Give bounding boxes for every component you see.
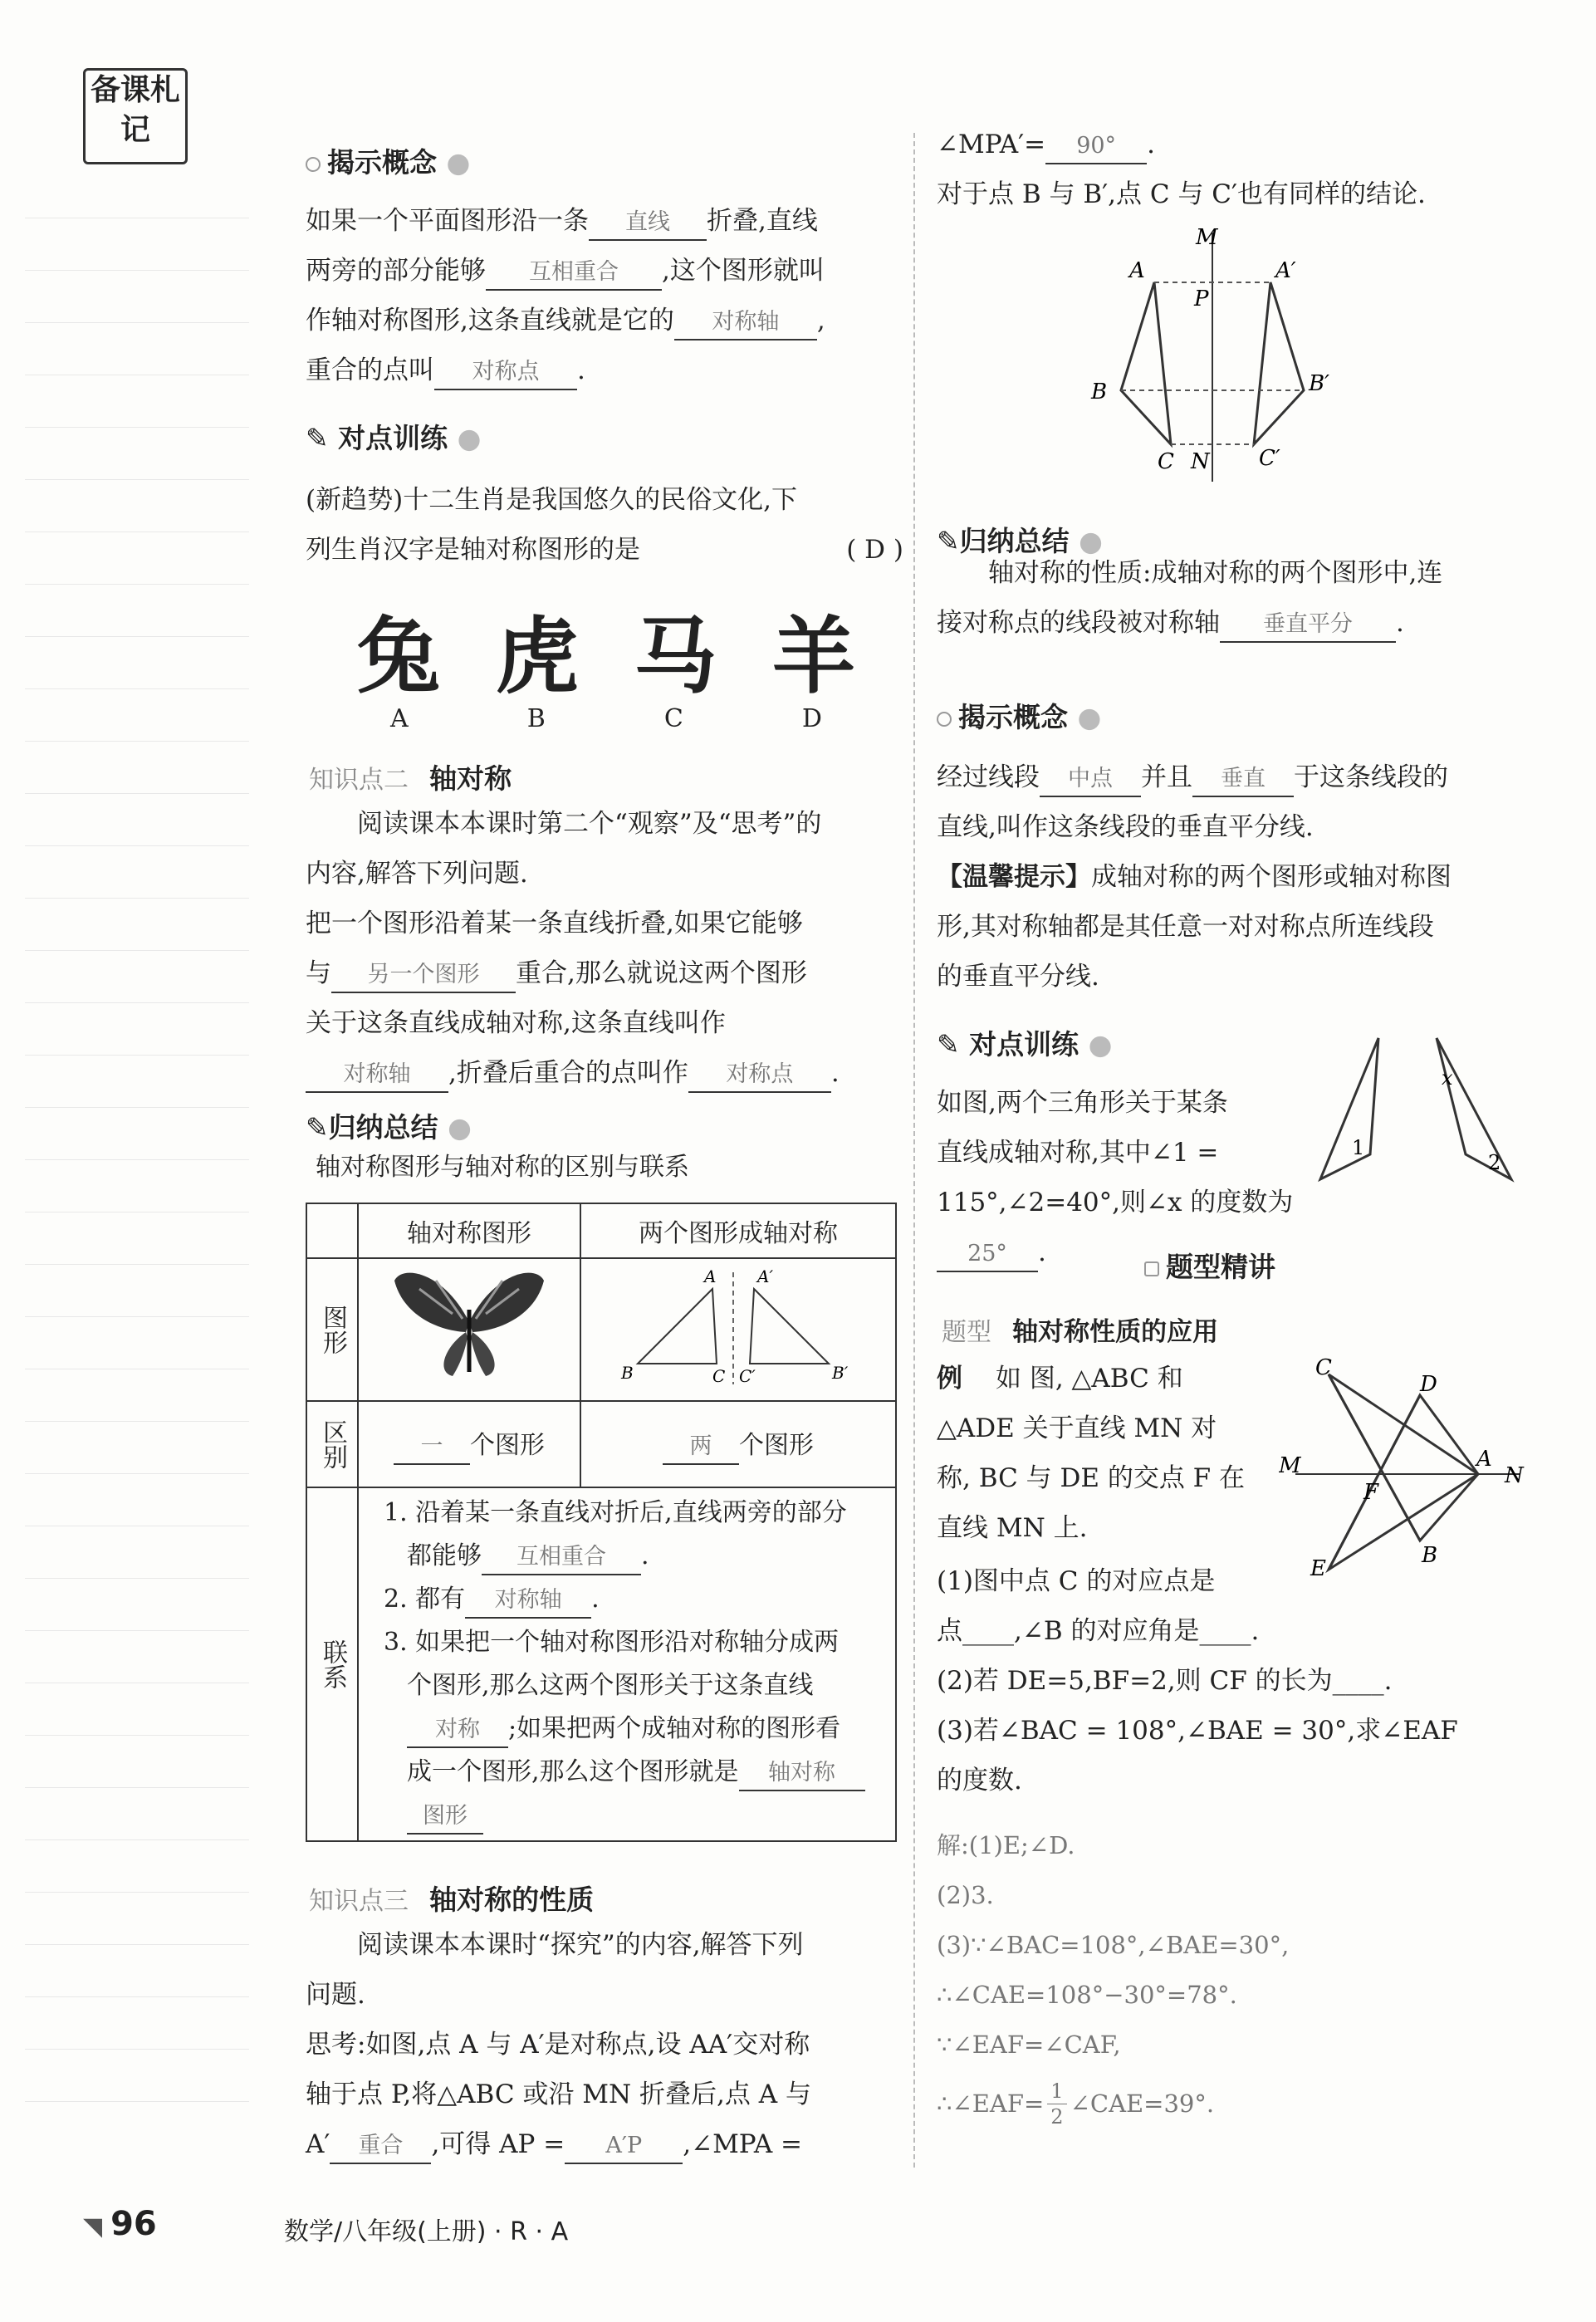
row-label-figure: 图形 <box>306 1258 358 1401</box>
char-sheep: 羊 <box>771 608 855 705</box>
bullet-icon <box>306 157 321 172</box>
link-cell: 1. 沿着某一条直线对折后,直线两旁的部分 都能够 互相重合 . 2. 都有 对称轴 . 3. 如果把一个轴对称图形沿对称轴分成两 个图形,那么这两个图形关于这条直线 对称 ;如果把两个成轴对称的图形看 成一个图形,那么这个图形就是 轴对称 图形 <box>358 1487 896 1841</box>
page-number: ◥ 96 <box>83 2205 157 2243</box>
bullet-icon <box>937 712 952 727</box>
svg-text:F: F <box>1363 1480 1379 1505</box>
right-continuation: ∠MPA′= 90° . 对于点 B 与 B′,点 C 与 C′也有同样的结论. <box>937 130 1426 209</box>
svg-text:C′: C′ <box>739 1366 756 1386</box>
svg-text:A: A <box>1129 258 1145 283</box>
row-label-diff: 区别 <box>306 1401 358 1487</box>
char-tiger: 虎 <box>495 608 579 705</box>
svg-text:N: N <box>1505 1463 1524 1488</box>
svg-text:C′: C′ <box>1259 446 1280 471</box>
concept1-header: 揭示概念 ● <box>306 141 473 180</box>
svg-text:2: 2 <box>1488 1151 1501 1174</box>
svg-text:C: C <box>712 1366 726 1386</box>
svg-text:C: C <box>1158 449 1174 474</box>
svg-text:B′: B′ <box>832 1363 849 1383</box>
column-divider <box>913 133 915 2168</box>
svg-text:P: P <box>1194 287 1209 311</box>
kp2-body: 阅读课本本课时第二个“观察”及“思考”的 内容,解答下列问题. 把一个图形沿着某一条直线折叠,如果它能够 与 另一个图形 重合,那么就说这两个图形 关于这条直线成轴对称,这条直线叫作 对称轴 ,折叠后重合的点叫作 对称点 . <box>306 799 903 1098</box>
pencil-icon: ✎ <box>306 422 329 454</box>
concept2-header: 揭示概念 ● <box>937 696 1104 735</box>
summary1-header: ✎归纳总结 ● <box>306 1111 475 1144</box>
table-header-2: 两个图形成轴对称 <box>580 1203 896 1258</box>
section-header: 题型精讲 <box>1144 1246 1275 1285</box>
svg-text:B: B <box>1091 380 1108 404</box>
example-solution: 解:(1)E;∠D. (2)3. (3)∵∠BAC=108°,∠BAE=30°, ∴∠CAE=108°−30°=78°. ∵∠EAF=∠CAF, ∴∠EAF= $\frac{1}{2}$ ∠CAE=39°. <box>937 1831 1290 2128</box>
summary2-body: 轴对称的性质:成轴对称的两个图形中,连 接对称点的线段被对称轴 垂直平分 . <box>937 548 1535 648</box>
row-label-link: 联系 <box>306 1487 358 1841</box>
svg-text:B: B <box>621 1363 634 1383</box>
svg-text:D: D <box>1420 1372 1437 1397</box>
svg-text:B′: B′ <box>1309 371 1330 396</box>
pencil-icon: ✎ <box>937 525 960 557</box>
char-horse: 马 <box>634 608 717 705</box>
example-intro: 例 如 图, △ABC 和 △ADE 关于直线 MN 对 称, BC 与 DE 的交点 F 在 直线 MN 上. <box>937 1364 1246 1543</box>
summary2-header: ✎归纳总结 ● <box>937 525 1106 557</box>
svg-text:C: C <box>1315 1358 1332 1380</box>
kp3-header: 知识点三 轴对称的性质 <box>309 1884 595 1916</box>
svg-text:x: x <box>1442 1066 1453 1090</box>
svg-text:M: M <box>1279 1453 1301 1478</box>
fold-figure <box>1080 224 1378 490</box>
drill1-body: (新趋势)十二生肖是我国悠久的民俗文化,下 列生肖汉字是轴对称图形的是 ( D ) <box>306 485 903 565</box>
two-triangles-cell <box>580 1258 896 1401</box>
example-figure <box>1279 1358 1528 1582</box>
butterfly-cell <box>358 1258 580 1401</box>
svg-text:A′: A′ <box>757 1266 773 1286</box>
comparison-table: 轴对称图形 两个图形成轴对称 图形 A A′ B C C′ B′ 区别 一 个图形 两 个图形 联系 1. 沿着某一条直线对折后,直线两旁的部分 都能够 互相重合 . 2. 都有 对称轴 . 3. 如果把一个轴对称图形沿对称轴分成两 个图形,那么这两个图形关于这条直线 对称 ;如果把两个成轴对称的图形看 成一个图形,那么这个图形就是 轴对称 图形 <box>306 1203 897 1842</box>
svg-text:A: A <box>1476 1447 1492 1472</box>
pencil-icon: ✎ <box>306 1111 329 1144</box>
example-questions: (1)图中点 C 的对应点是 点____,∠B 的对应角是____. (2)若 DE=5,BF=2,则 CF 的长为____. (3)若∠BAC = 108°,∠BAE = 30°,求∠EAF 的度数. <box>937 1566 1458 1795</box>
svg-text:1: 1 <box>1352 1136 1365 1159</box>
summary1-subtitle: 轴对称图形与轴对称的区别与联系 <box>316 1153 689 1182</box>
type-header: 题型 轴对称性质的应用 <box>942 1317 1219 1347</box>
margin-note-box <box>83 68 188 164</box>
drill2-triangles <box>1312 1030 1528 1188</box>
pencil-icon: ✎ <box>937 1028 960 1061</box>
book-title: 数学/八年级(上册) · R · A <box>284 2217 569 2246</box>
svg-text:B: B <box>1422 1543 1438 1568</box>
drill2-header: ✎ 对点训练 ● <box>937 1028 1116 1061</box>
zodiac-labels: A B C D <box>390 704 822 733</box>
drill1-header: ✎ 对点训练 ● <box>306 422 485 454</box>
svg-text:E: E <box>1310 1556 1326 1581</box>
section-icon <box>1144 1261 1159 1276</box>
svg-text:A: A <box>704 1266 717 1286</box>
margin-note-text: 备课札记 <box>90 73 180 147</box>
svg-text:N: N <box>1191 449 1210 474</box>
zodiac-chars <box>357 590 855 705</box>
fraction-half: $\frac{1}{2}$ <box>1047 2079 1066 2129</box>
two-triangles-figure <box>588 1264 870 1389</box>
corner-mark-icon: ◥ <box>83 2212 103 2241</box>
svg-text:A′: A′ <box>1275 258 1296 283</box>
kp3-body: 阅读课本本课时“探究”的内容,解答下列 问题. 思考:如图,点 A 与 A′是对称点,设 AA′交对称 轴于点 P,将△ABC 或沿 MN 折叠后,点 A 与 A′ 重合 ,可得 AP = A′P ,∠MPA = <box>306 1920 903 2169</box>
concept2-body: 经过线段 中点 并且 垂直 于这条线段的 直线,叫作这条线段的垂直平分线. 【温馨提示】成轴对称的两个图形或轴对称图 形,其对称轴都是其任意一对对称点所连线段 的垂直平分线. <box>937 762 1452 992</box>
butterfly-icon <box>386 1264 552 1389</box>
margin-ruled-lines <box>25 166 249 2159</box>
svg-text:M: M <box>1196 225 1218 250</box>
concept1-body: 如果一个平面图形沿一条 直线 折叠,直线 两旁的部分能够 互相重合 ,这个图形就叫 作轴对称图形,这条直线就是它的 对称轴 , 重合的点叫 对称点 . <box>306 196 903 395</box>
drill2-body: 如图,两个三角形关于某条 直线成轴对称,其中∠1 = 115°,∠2=40°,则∠x 的度数为25° . <box>937 1078 1368 1277</box>
kp2-header: 知识点二 轴对称 <box>309 762 512 795</box>
char-rabbit: 兔 <box>357 608 440 705</box>
table-header-1: 轴对称图形 <box>358 1203 580 1258</box>
